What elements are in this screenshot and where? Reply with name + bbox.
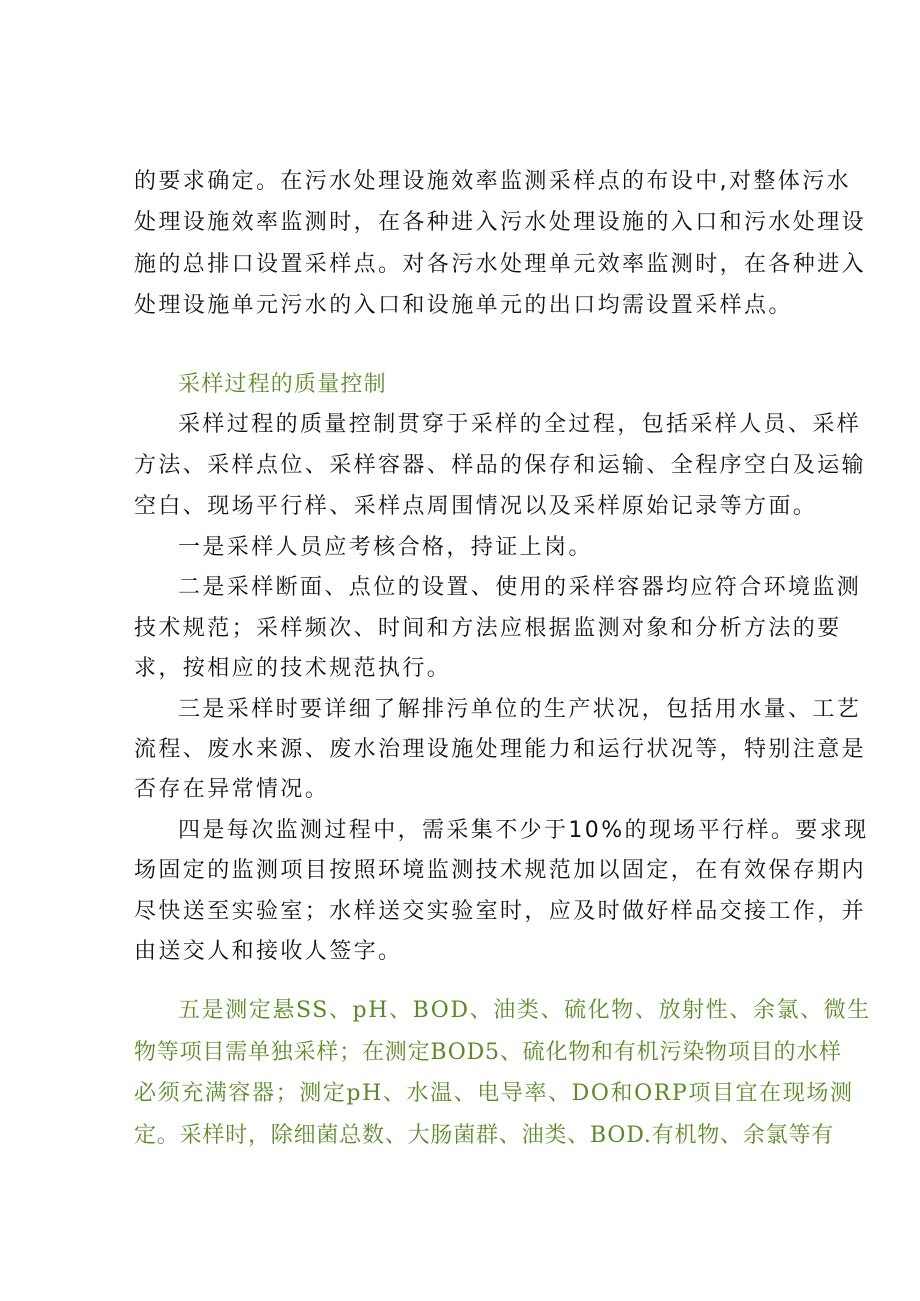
paragraph-line: 一是采样人员应考核合格，持证上岗。 xyxy=(178,535,593,560)
paragraph-line: 处理设施效率监测时，在各种进入污水处理设施的入口和污水处理设 xyxy=(134,210,867,235)
paragraph-line-green: 定。采样时，除细菌总数、大肠菌群、油类、BOD.有机物、余氯等有 xyxy=(134,1123,835,1148)
paragraph-line: 求，按相应的技术规范执行。 xyxy=(134,656,452,681)
paragraph-line: 尽快送至实验室；水样送交实验室时，应及时做好样品交接工作，并 xyxy=(134,899,867,924)
paragraph-line: 采样过程的质量控制贯穿于采样的全过程，包括采样人员、采样 xyxy=(178,412,862,437)
paragraph-line: 空白、现场平行样、采样点周围情况以及采样原始记录等方面。 xyxy=(134,494,818,519)
paragraph-line: 方法、采样点位、采样容器、样品的保存和运输、全程序空白及运输 xyxy=(134,453,867,478)
paragraph-line: 流程、废水来源、废水治理设施处理能力和运行状况等，特别注意是 xyxy=(134,737,867,762)
paragraph-line: 场固定的监测项目按照环境监测技术规范加以固定，在有效保存期内 xyxy=(134,858,867,883)
paragraph-line: 技术规范；采样频次、时间和方法应根据监测对象和分析方法的要 xyxy=(134,616,842,641)
section-heading: 采样过程的质量控制 xyxy=(178,372,387,397)
paragraph-line: 三是采样时要详细了解排污单位的生产状况，包括用水量、工艺 xyxy=(178,697,862,722)
paragraph-line-green: 物等项目需单独采样；在测定BOD5、硫化物和有机污染物项目的水样 xyxy=(134,1040,842,1065)
paragraph-line: 施的总排口设置采样点。对各污水处理单元效率监测时，在各种进入 xyxy=(134,252,867,277)
paragraph-line-green: 必须充满容器；测定pH、水温、电导率、DO和ORP项目宜在现场测 xyxy=(134,1081,854,1106)
paragraph-line: 否存在异常情况。 xyxy=(134,777,330,802)
paragraph-line: 二是采样断面、点位的设置、使用的采样容器均应符合环境监测 xyxy=(178,575,862,600)
paragraph-line: 的要求确定。在污水处理设施效率监测采样点的布设中,对整体污水 xyxy=(134,169,851,194)
paragraph-line: 由送交人和接收人签字。 xyxy=(134,939,403,964)
paragraph-line: 处理设施单元污水的入口和设施单元的出口均需设置采样点。 xyxy=(134,293,793,318)
paragraph-line: 四是每次监测过程中，需采集不少于10%的现场平行样。要求现 xyxy=(178,818,869,843)
paragraph-line-green: 五是测定悬SS、pH、BOD、油类、硫化物、放射性、余氯、微生 xyxy=(178,998,871,1023)
